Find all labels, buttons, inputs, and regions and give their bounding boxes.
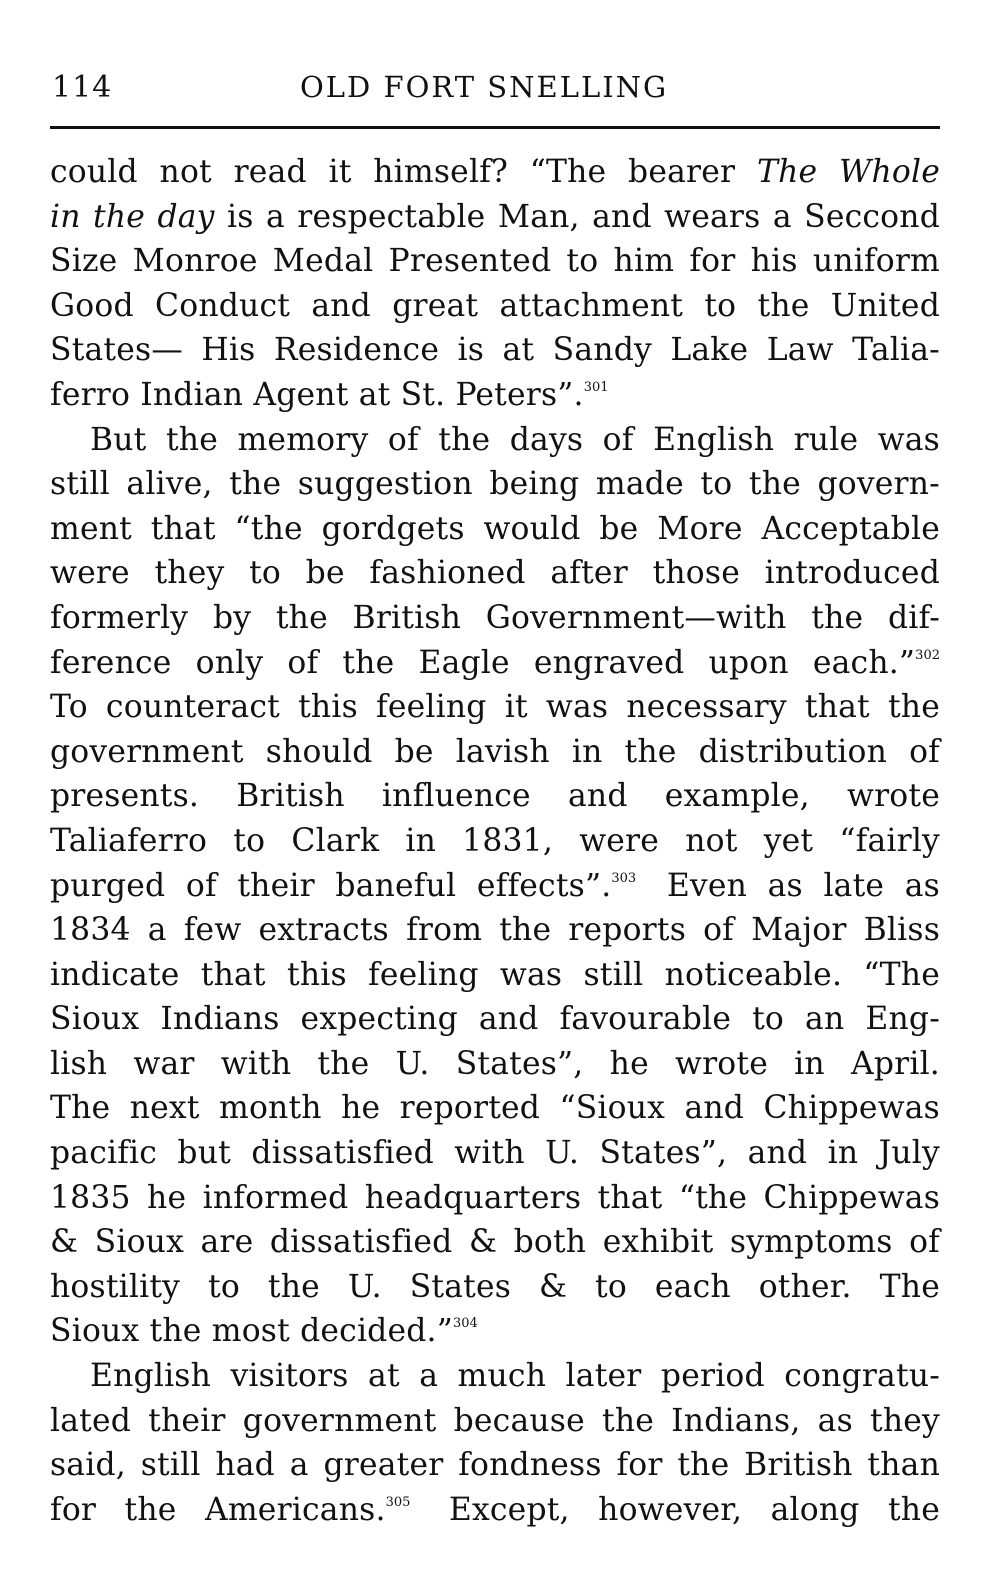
text-line: ment that “the gordgets would be More Acceptable — [50, 510, 940, 547]
text-line: lated their government because the Indians, as they — [50, 1402, 940, 1439]
italic-name: The Whole — [756, 154, 940, 190]
text-line: government should be lavish in the distribution of — [50, 733, 940, 770]
text-line: purged of their baneful effects”.$^{303}$ Even as late as — [50, 867, 940, 904]
text-line: indicate that this feeling was still noticeable. “The — [50, 956, 940, 993]
footnote-marker: 305 — [385, 1494, 411, 1510]
text-line: Size Monroe Medal Presented to him for his uniform — [50, 243, 940, 280]
text-line: 1834 a few extracts from the reports of Major Bliss — [50, 912, 940, 949]
text-line: Taliaferro to Clark in 1831, were not yet “fairly — [50, 822, 940, 859]
footnote-marker: 303 — [611, 870, 637, 886]
text-line: The next month he reported “Sioux and Chippewas — [50, 1090, 940, 1127]
running-title: OLD FORT SNELLING — [300, 70, 669, 104]
text-line: could not read it himself? “The bearer The Whole — [50, 154, 940, 190]
header-rule — [50, 126, 940, 129]
text-line: ferro Indian Agent at St. Peters”.$^{301}$ — [50, 376, 609, 413]
text-line: 1835 he informed headquarters that “the Chippewas — [50, 1179, 940, 1216]
text-line: for the Americans.$^{305}$ Except, however, along the — [50, 1491, 940, 1528]
text-line: pacific but dissatisfied with U. States”, and in July — [50, 1135, 940, 1172]
text-line: formerly by the British Government—with the dif- — [50, 599, 940, 636]
text-line: States— His Residence is at Sandy Lake Law Talia- — [50, 332, 940, 369]
text-line: & Sioux are dissatisfied & both exhibit symptoms of — [50, 1224, 940, 1261]
text-line: still alive, the suggestion being made to the govern- — [50, 466, 940, 503]
footnote-marker: 304 — [452, 1316, 478, 1332]
text-line: Sioux the most decided.”$^{304}$ — [50, 1313, 478, 1350]
text-line: But the memory of the days of English rule was — [90, 421, 940, 458]
running-header — [50, 70, 940, 110]
paragraph-2 — [50, 418, 940, 1354]
text-line: Sioux Indians expecting and favourable to an Eng- — [50, 1001, 940, 1038]
text-line: lish war with the U. States”, he wrote in April. — [50, 1045, 940, 1082]
text-line: presents. British influence and example, wrote — [50, 778, 940, 815]
footnote-marker: 301 — [583, 379, 609, 395]
body-text — [50, 150, 940, 1532]
text-line: said, still had a greater fondness for the British than — [50, 1447, 940, 1484]
italic-name: in the day — [50, 198, 215, 235]
text-line: ference only of the Eagle engraved upon each.”$^{302}$ — [50, 644, 940, 681]
paragraph-3 — [50, 1354, 940, 1532]
text-line: Good Conduct and great attachment to the United — [50, 287, 940, 324]
paragraph-1 — [50, 150, 940, 418]
footnote-marker: 302 — [915, 647, 940, 663]
text-line: were they to be fashioned after those introduced — [50, 555, 940, 592]
text-line: in the day is a respectable Man, and wears a Seccond — [50, 198, 940, 235]
text-line: hostility to the U. States & to each other. The — [50, 1268, 940, 1305]
page-number: 114 — [52, 70, 113, 105]
text-line: To counteract this feeling it was necessary that the — [50, 689, 940, 726]
text-line: English visitors at a much later period congratu- — [90, 1358, 940, 1395]
